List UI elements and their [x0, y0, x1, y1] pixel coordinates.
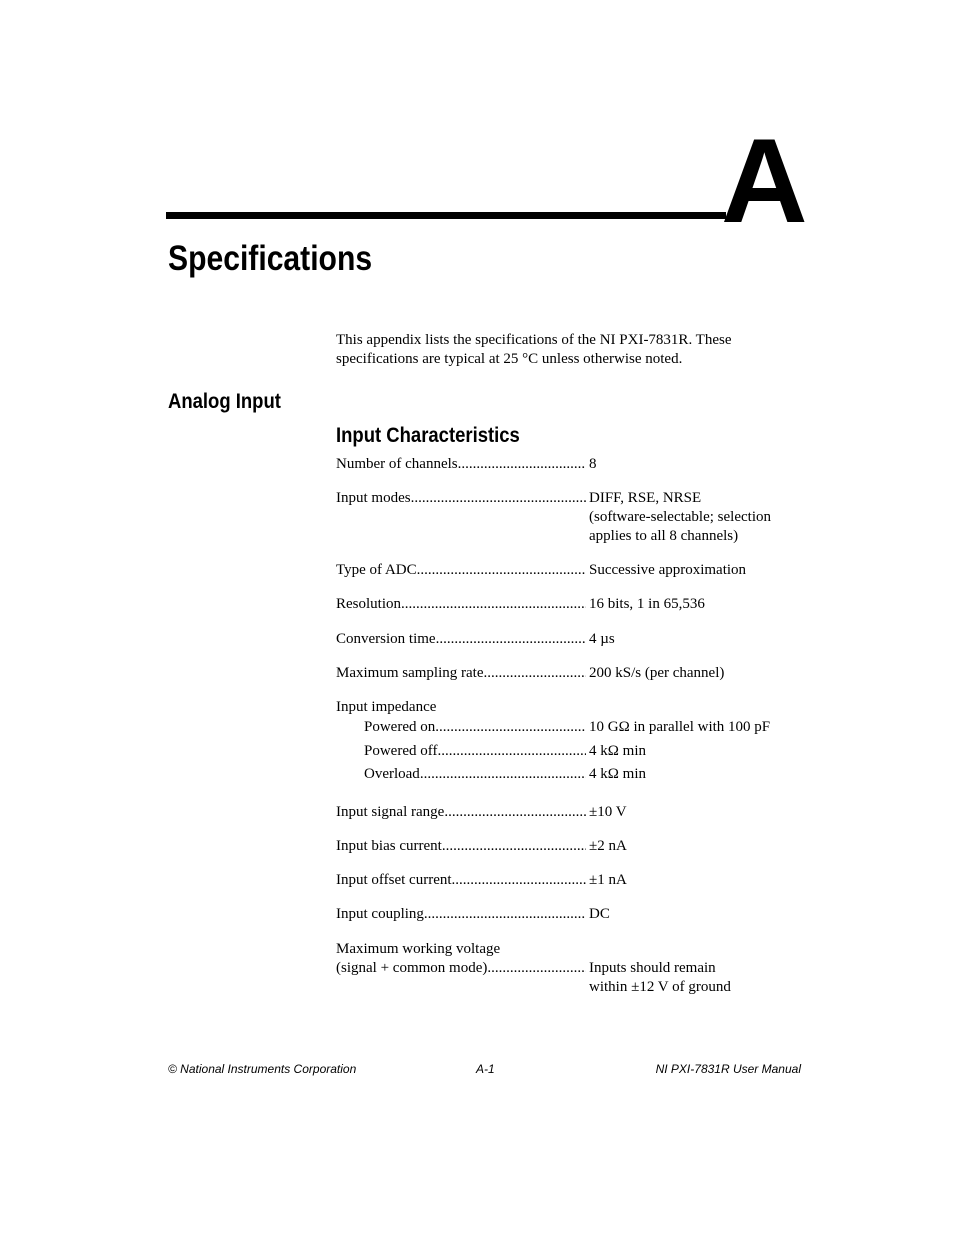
- spec-label: Resolution: [336, 596, 402, 612]
- spec-value: ±10 V: [589, 804, 627, 820]
- leader-dots: [458, 455, 586, 473]
- leader-dots: [401, 595, 586, 613]
- spec-label: Powered off: [364, 742, 438, 759]
- spec-label: Maximum sampling rate: [336, 665, 484, 681]
- page-title: Specifications: [168, 239, 373, 278]
- spec-label: Conversion time: [336, 631, 436, 647]
- leader-dots: [411, 489, 586, 508]
- spec-input-offset-current: [336, 871, 806, 889]
- spec-value-line: (software-selectable; selection: [589, 509, 771, 525]
- spec-subrow-powered-off: [336, 740, 806, 764]
- spec-label: Number of channels: [336, 456, 458, 472]
- spec-value-line: Inputs should remain: [589, 960, 716, 976]
- spec-subrow-powered-on: [336, 716, 806, 740]
- footer-manual-title: NI PXI-7831R User Manual: [655, 1062, 801, 1076]
- leader-dots: [442, 837, 586, 855]
- spec-max-sampling-rate: [336, 664, 806, 682]
- spec-label: Overload: [364, 766, 420, 782]
- leader-dots: [437, 740, 586, 764]
- spec-type-of-adc: [336, 561, 806, 579]
- leader-dots: [436, 630, 586, 648]
- spec-value: DC: [589, 906, 610, 922]
- spec-label: (signal + common mode): [336, 960, 488, 976]
- spec-conversion-time: [336, 630, 806, 648]
- leader-dots: [435, 716, 586, 740]
- spec-label: Input bias current: [336, 838, 442, 854]
- spec-value: ±1 nA: [589, 872, 627, 888]
- spec-value: 8: [589, 456, 597, 472]
- intro-paragraph: This appendix lists the specifications of the NI PXI-7831R. These specifications are typical at 25 °C unless otherwise noted.: [336, 332, 732, 367]
- chapter-rule: [166, 212, 726, 219]
- appendix-letter: A: [721, 114, 806, 248]
- spec-value-line: within ±12 V of ground: [589, 979, 731, 995]
- spec-label: Maximum working voltage: [336, 941, 501, 957]
- spec-input-signal-range: [336, 803, 806, 821]
- spec-label: Input impedance: [336, 699, 437, 715]
- spec-subrow-overload: [336, 763, 806, 787]
- leader-dots: [424, 905, 586, 923]
- spec-value: [586, 489, 806, 546]
- leader-dots: [483, 664, 586, 682]
- subsection-heading-input-characteristics: Input Characteristics: [336, 424, 520, 447]
- spec-value: 10 GΩ in parallel with 100 pF: [589, 719, 771, 735]
- spec-value-line: applies to all 8 channels): [589, 528, 739, 544]
- spec-input-bias-current: [336, 837, 806, 855]
- spec-value: ±2 nA: [589, 838, 627, 854]
- spec-label: Input modes: [336, 490, 411, 506]
- spec-value-line: DIFF, RSE, NRSE: [589, 490, 702, 506]
- spec-value: Successive approximation: [589, 562, 747, 578]
- spec-value: 4 kΩ min: [589, 742, 646, 759]
- spec-label: Input coupling: [336, 906, 424, 922]
- spec-label: Type of ADC: [336, 562, 417, 578]
- spec-value: 4 kΩ min: [589, 766, 646, 782]
- spec-label: Input signal range: [336, 804, 445, 820]
- footer-page-number: A-1: [476, 1062, 495, 1076]
- spec-number-of-channels: [336, 455, 806, 473]
- footer-copyright: © National Instruments Corporation: [168, 1062, 357, 1076]
- spec-value: 200 kS/s (per channel): [589, 665, 725, 681]
- spec-input-modes: [336, 489, 806, 546]
- spec-input-impedance: [336, 698, 806, 787]
- spec-label: Powered on: [364, 719, 436, 735]
- leader-dots: [417, 561, 586, 579]
- leader-dots: [487, 959, 586, 978]
- spec-value: 16 bits, 1 in 65,536: [589, 596, 705, 612]
- spec-label: Input offset current: [336, 872, 452, 888]
- spec-resolution: [336, 595, 806, 613]
- spec-value: 4 µs: [589, 631, 615, 647]
- leader-dots: [444, 803, 586, 821]
- spec-value: [586, 959, 806, 997]
- spec-input-coupling: [336, 905, 806, 923]
- leader-dots: [420, 763, 586, 787]
- leader-dots: [452, 871, 586, 889]
- section-heading-analog-input: Analog Input: [168, 390, 281, 413]
- spec-max-working-voltage: [336, 940, 806, 997]
